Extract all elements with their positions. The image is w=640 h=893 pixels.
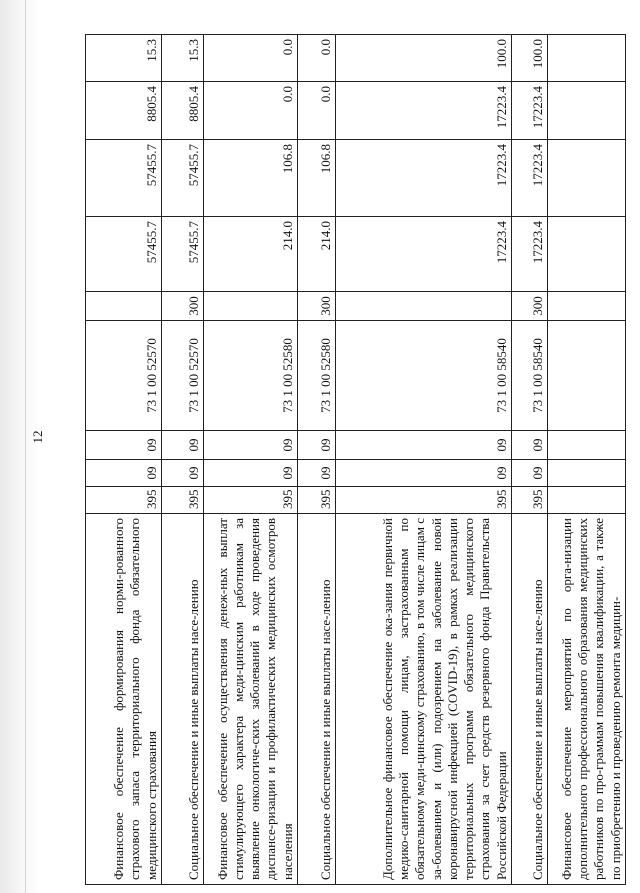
executed-value: 17223.4 [512, 140, 548, 217]
target-article-code [548, 321, 626, 431]
table-row [512, 35, 548, 885]
expense-type-code [86, 292, 162, 321]
percent-value: 0.0 [298, 35, 336, 82]
subsection-code: 09 [162, 431, 204, 460]
deviation-value: 17223.4 [336, 82, 512, 140]
deviation-value: 17223.4 [512, 82, 548, 140]
table-row [204, 35, 298, 885]
amount-value [548, 217, 626, 292]
rotated-page-content [85, 35, 623, 885]
ministry-code: 395 [86, 487, 162, 514]
percent-value: 100.0 [512, 35, 548, 82]
deviation-value: 0.0 [204, 82, 298, 140]
ministry-code: 395 [512, 487, 548, 514]
ministry-code: 395 [204, 487, 298, 514]
amount-value: 17223.4 [512, 217, 548, 292]
percent-value: 15.3 [86, 35, 162, 82]
target-article-code: 73 1 00 58540 [512, 321, 548, 431]
table-row [162, 35, 204, 885]
section-code: 09 [86, 460, 162, 487]
percent-value: 100.0 [336, 35, 512, 82]
row-name: Социальное обеспечение и иные выплаты насе-лению [298, 514, 336, 885]
expense-type-code [204, 292, 298, 321]
budget-table [85, 34, 626, 885]
section-code: 09 [336, 460, 512, 487]
table-row [548, 35, 626, 885]
percent-value: 15.3 [162, 35, 204, 82]
expense-type-code [548, 292, 626, 321]
amount-value: 214.0 [298, 217, 336, 292]
target-article-code: 73 1 00 52580 [298, 321, 336, 431]
row-name: Социальное обеспечение и иные выплаты насе-лению [512, 514, 548, 885]
executed-value: 17223.4 [336, 140, 512, 217]
subsection-code: 09 [86, 431, 162, 460]
subsection-code: 09 [336, 431, 512, 460]
percent-value: 0.0 [204, 35, 298, 82]
row-name: Финансовое обеспечение мероприятий по орга-низации дополнительного профессионального образования медицинских работников по про-граммам повышения квалификации, а также по приобретению и проведению ремонта медицин- [548, 514, 626, 885]
subsection-code: 09 [298, 431, 336, 460]
expense-type-code: 300 [298, 292, 336, 321]
amount-value: 17223.4 [336, 217, 512, 292]
deviation-value: 0.0 [298, 82, 336, 140]
subsection-code: 09 [512, 431, 548, 460]
row-name: Социальное обеспечение и иные выплаты насе-лению [162, 514, 204, 885]
deviation-value: 8805.4 [86, 82, 162, 140]
amount-value: 214.0 [204, 217, 298, 292]
section-code: 09 [204, 460, 298, 487]
target-article-code: 73 1 00 52570 [162, 321, 204, 431]
executed-value: 106.8 [204, 140, 298, 217]
section-code [548, 460, 626, 487]
section-code: 09 [512, 460, 548, 487]
expense-type-code: 300 [162, 292, 204, 321]
expense-type-code: 300 [512, 292, 548, 321]
subsection-code [548, 431, 626, 460]
subsection-code: 09 [204, 431, 298, 460]
ministry-code: 395 [162, 487, 204, 514]
section-code: 09 [298, 460, 336, 487]
section-code: 09 [162, 460, 204, 487]
table-row [86, 35, 162, 885]
ministry-code [548, 487, 626, 514]
deviation-value: 8805.4 [162, 82, 204, 140]
ministry-code: 395 [336, 487, 512, 514]
row-name: Дополнительное финансовое обеспечение ока-зания первичной медико-санитарной помощи лицам, застрахованным по обязательному меди-цинскому страхованию, в том числе лицам с за-болеванием и (или) подозрением на заболевание новой коронавирусной инфекцией (COVID-19), в рамках реализации территориальных программ обязательного медицинского страхования за счет средств резервного фонда Правительства Российской Федерации [336, 514, 512, 885]
executed-value [548, 140, 626, 217]
deviation-value [548, 82, 626, 140]
expense-type-code [336, 292, 512, 321]
target-article-code: 73 1 00 52570 [86, 321, 162, 431]
page-number: 12 [30, 430, 45, 444]
percent-value [548, 35, 626, 82]
executed-value: 57455.7 [86, 140, 162, 217]
executed-value: 57455.7 [162, 140, 204, 217]
executed-value: 106.8 [298, 140, 336, 217]
row-name: Финансовое обеспечение осуществления денеж-ных выплат стимулирующего характера меди-цинским работникам за выявление онкологиче-ских заболеваний в ходе проведения диспансе-ризации и профилактических медицинских осмотров населения [204, 514, 298, 885]
row-name: Финансовое обеспечение формирования норми-рованного страхового запаса территориального фонда обязательного медицинского страхования [86, 514, 162, 885]
table-row [298, 35, 336, 885]
ministry-code: 395 [298, 487, 336, 514]
target-article-code: 73 1 00 52580 [204, 321, 298, 431]
amount-value: 57455.7 [86, 217, 162, 292]
amount-value: 57455.7 [162, 217, 204, 292]
table-row [336, 35, 512, 885]
target-article-code: 73 1 00 58540 [336, 321, 512, 431]
